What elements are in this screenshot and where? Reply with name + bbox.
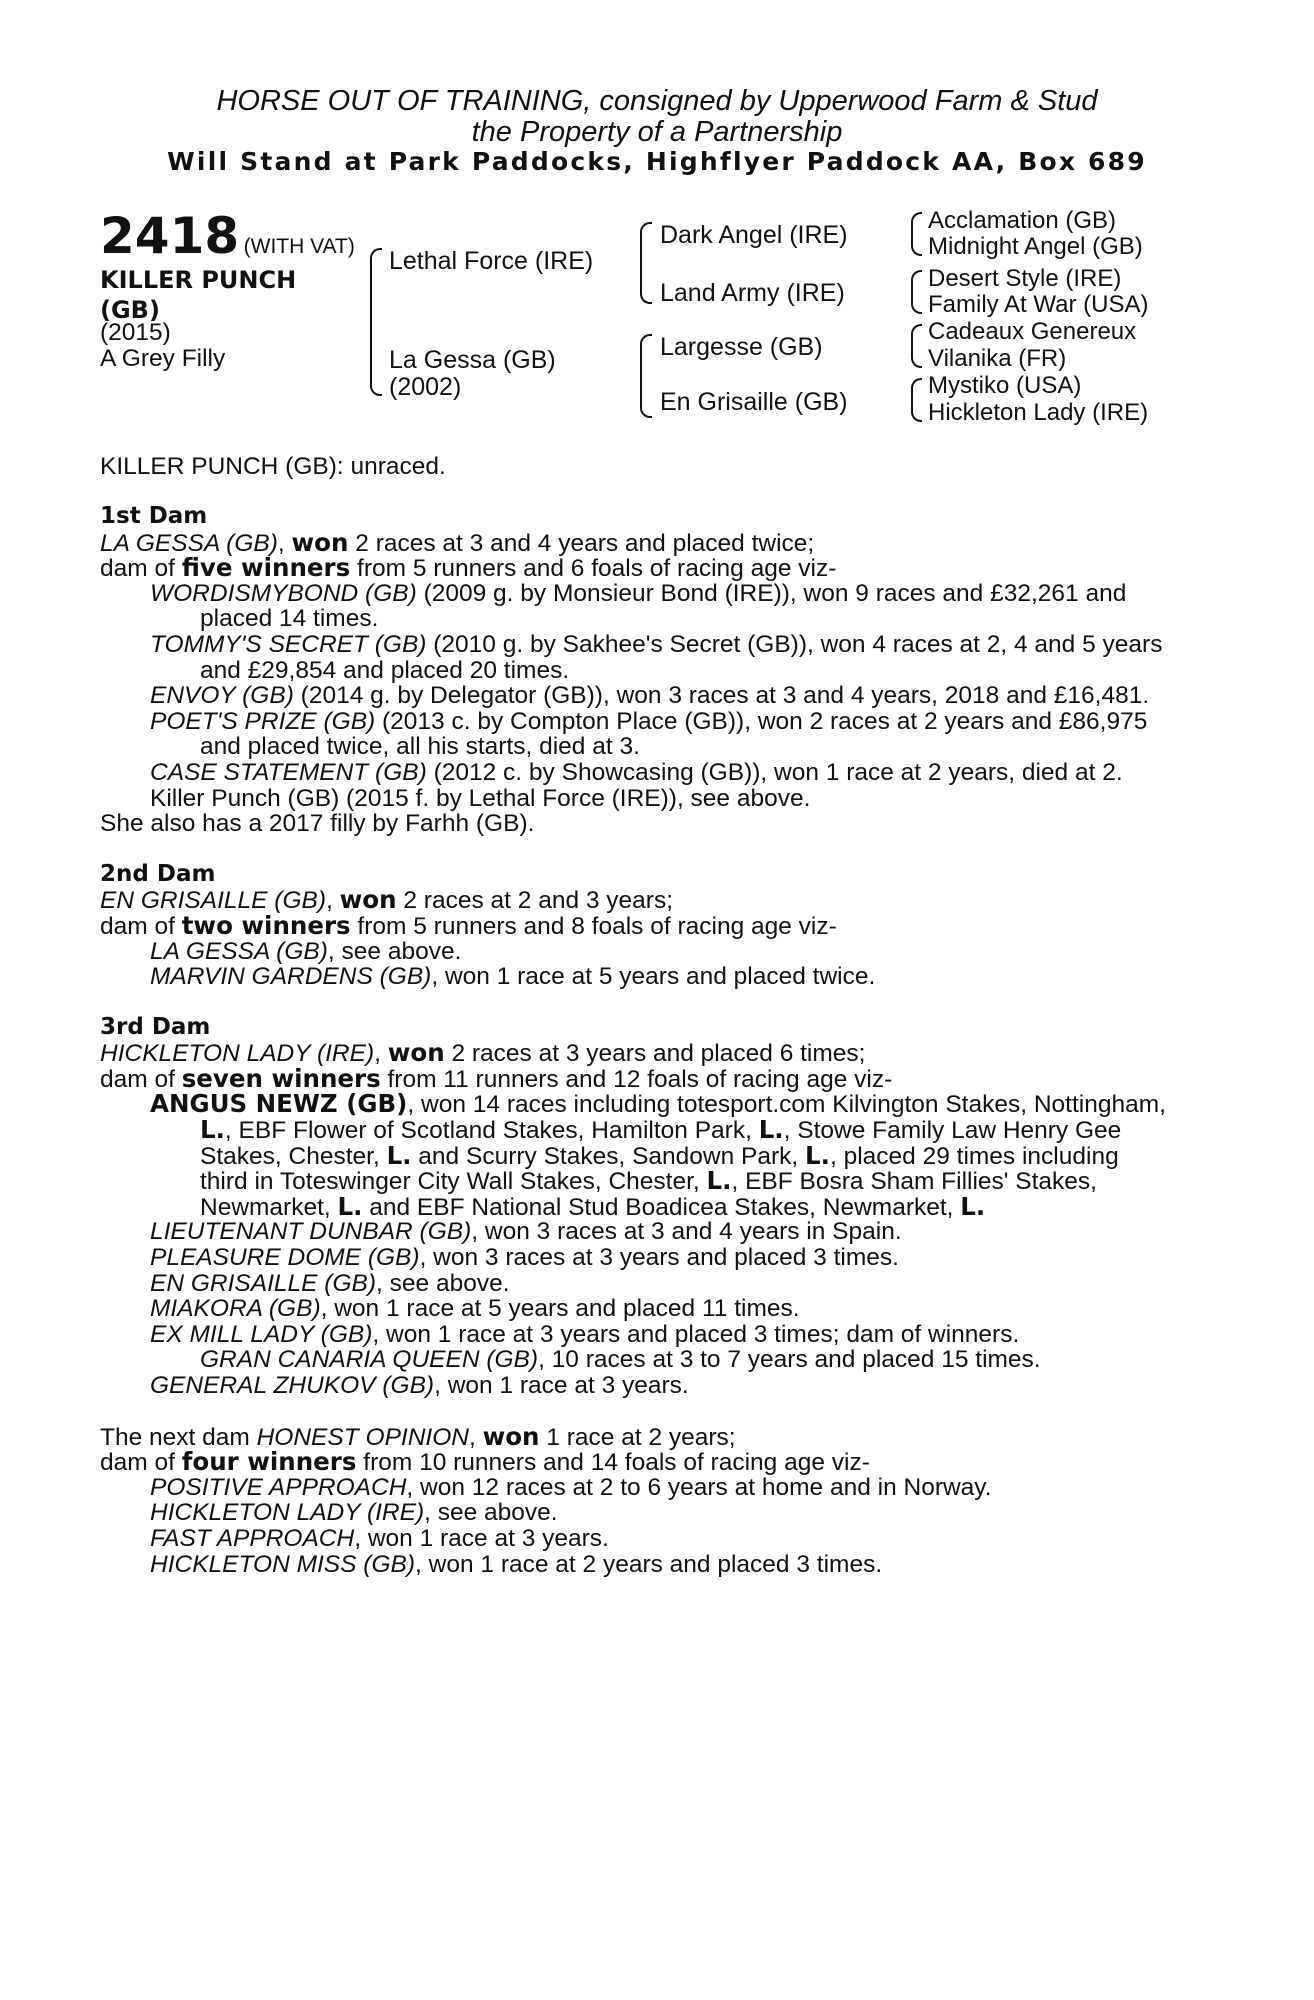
third-dam-summary: dam of seven winners from 11 runners and 12 foals of racing age viz- — [100, 1063, 893, 1093]
progeny-entry: MARVIN GARDENS (GB), won 1 race at 5 years and placed twice. — [150, 963, 876, 991]
pedigree-dam-year: (2002) — [389, 373, 462, 401]
progeny-entry-cont: and placed twice, all his starts, died at 3. — [200, 733, 640, 761]
pedigree-g8: Hickleton Lady (IRE) — [928, 399, 1149, 426]
first-dam-note: She also has a 2017 filly by Farhh (GB). — [100, 810, 535, 838]
pedigree-g7: Mystiko (USA) — [928, 372, 1082, 399]
black-type-entry-cont: Newmarket, L. and EBF National Stud Boadicea Stakes, Newmarket, L. — [200, 1191, 986, 1221]
progeny-entry: Killer Punch (GB) (2015 f. by Lethal Force (IRE)), see above. — [150, 784, 811, 812]
first-dam-line: LA GESSA (GB), won 2 races at 3 and 4 years and placed twice; — [100, 527, 815, 557]
next-dam-line: The next dam HONEST OPINION, won 1 race at 2 years; — [100, 1421, 736, 1451]
brace-g1 — [911, 212, 922, 256]
progeny-entry-cont: and £29,854 and placed 20 times. — [200, 656, 570, 684]
horse-description: A Grey Filly — [100, 345, 226, 372]
spacer — [100, 837, 1212, 862]
next-dam-summary: dam of four winners from 10 runners and 14 foals of racing age viz- — [100, 1447, 870, 1477]
vat-label: (WITH VAT) — [243, 235, 355, 258]
progeny-entry: EX MILL LADY (GB), won 1 race at 3 years and placed 3 times; dam of winners. — [150, 1320, 1020, 1348]
spacer — [100, 1399, 1212, 1424]
first-dam-heading: 1st Dam — [100, 503, 208, 529]
black-type-entry: ANGUS NEWZ (GB), won 14 races including totesport.com Kilvington Stakes, Nottingham, — [150, 1089, 1166, 1119]
race-record: KILLER PUNCH (GB): unraced. — [100, 453, 446, 480]
progeny-entry: CASE STATEMENT (GB) (2012 c. by Showcasing (GB)), won 1 race at 2 years, died at 2. — [150, 758, 1123, 786]
dam-brace — [370, 328, 382, 396]
dam-line-brace — [640, 334, 652, 418]
spacer — [100, 990, 1212, 1015]
progeny-entry: FAST APPROACH, won 1 race at 3 years. — [150, 1524, 609, 1552]
horse-name: KILLER PUNCH (GB) — [100, 266, 297, 324]
foaling-year: (2015) — [100, 319, 171, 346]
brace-g4 — [911, 378, 922, 422]
sire-brace — [370, 248, 382, 330]
second-dam-heading: 2nd Dam — [100, 860, 216, 887]
progeny-entry: LA GESSA (GB), see above. — [150, 937, 462, 965]
pedigree-dam: La Gessa (GB) — [389, 346, 556, 374]
pedigree-g6: Vilanika (FR) — [928, 345, 1067, 372]
produce-record — [100, 504, 1212, 1577]
pedigree-g2: Midnight Angel (GB) — [928, 233, 1143, 260]
brace-g2 — [911, 270, 922, 314]
pedigree-g5: Cadeaux Genereux — [928, 318, 1137, 345]
lot-number: 2418 — [100, 207, 240, 265]
progeny-entry: HICKLETON LADY (IRE), see above. — [150, 1499, 558, 1527]
progeny-entry: TOMMY'S SECRET (GB) (2010 g. by Sakhee's Secret (GB)), won 4 races at 2, 4 and 5 years — [150, 630, 1163, 658]
progeny-entry: WORDISMYBOND (GB) (2009 g. by Monsieur Bond (IRE)), won 9 races and £32,261 and — [150, 579, 1127, 607]
third-dam-line: HICKLETON LADY (IRE), won 2 races at 3 years and placed 6 times; — [100, 1038, 866, 1068]
pedigree-dam-dam: En Grisaille (GB) — [660, 388, 848, 416]
progeny-entry-cont: placed 14 times. — [200, 605, 379, 633]
second-dam-line: EN GRISAILLE (GB), won 2 races at 2 and 3 years; — [100, 885, 674, 915]
black-type-entry-cont: third in Toteswinger City Wall Stakes, Chester, L., EBF Bosra Sham Fillies' Stakes, — [200, 1166, 1097, 1196]
progeny-entry: HICKLETON MISS (GB), won 1 race at 2 years and placed 3 times. — [150, 1550, 883, 1578]
pedigree-g3: Desert Style (IRE) — [928, 265, 1122, 292]
progeny-entry: MIAKORA (GB), won 1 race at 5 years and placed 11 times. — [150, 1295, 800, 1323]
pedigree-sire-dam: Land Army (IRE) — [660, 279, 845, 307]
progeny-entry: POSITIVE APPROACH, won 12 races at 2 to 6 years at home and in Norway. — [150, 1473, 992, 1501]
progeny-entry: LIEUTENANT DUNBAR (GB), won 3 races at 3 and 4 years in Spain. — [150, 1218, 902, 1246]
brace-g3 — [911, 324, 922, 368]
third-dam-heading: 3rd Dam — [100, 1013, 211, 1040]
sire-line-brace — [640, 222, 652, 304]
pedigree-g1: Acclamation (GB) — [928, 207, 1117, 234]
pedigree-sire: Lethal Force (IRE) — [389, 247, 594, 275]
consignor-line: HORSE OUT OF TRAINING, consigned by Upperwood Farm & Stud — [216, 85, 1098, 117]
pedigree-g4: Family At War (USA) — [928, 291, 1149, 318]
stabling-line: Will Stand at Park Paddocks, Highflyer Paddock AA, Box 689 — [167, 147, 1147, 176]
first-dam-summary: dam of five winners from 5 runners and 6 foals of racing age viz- — [100, 553, 837, 583]
progeny-entry: GENERAL ZHUKOV (GB), won 1 race at 3 years. — [150, 1372, 689, 1399]
grand-progeny-entry: GRAN CANARIA QUEEN (GB), 10 races at 3 to 7 years and placed 15 times. — [200, 1346, 1041, 1374]
ownership-line: the Property of a Partnership — [471, 116, 843, 148]
second-dam-summary: dam of two winners from 5 runners and 8 foals of racing age viz- — [100, 910, 837, 940]
black-type-entry-cont: Stakes, Chester, L. and Scurry Stakes, Sandown Park, L., placed 29 times including — [200, 1140, 1119, 1170]
progeny-entry: EN GRISAILLE (GB), see above. — [150, 1269, 510, 1297]
progeny-entry: PLEASURE DOME (GB), won 3 races at 3 years and placed 3 times. — [150, 1244, 899, 1272]
black-type-entry-cont: L., EBF Flower of Scotland Stakes, Hamilton Park, L., Stowe Family Law Henry Gee — [200, 1115, 1122, 1145]
lot-heading — [100, 207, 355, 265]
progeny-entry: ENVOY (GB) (2014 g. by Delegator (GB)), won 3 races at 3 and 4 years, 2018 and £16,481. — [150, 682, 1150, 710]
pedigree-sire-sire: Dark Angel (IRE) — [660, 221, 848, 249]
progeny-entry: POET'S PRIZE (GB) (2013 c. by Compton Place (GB)), won 2 races at 2 years and £86,975 — [150, 707, 1148, 735]
pedigree-dam-sire: Largesse (GB) — [660, 333, 823, 361]
